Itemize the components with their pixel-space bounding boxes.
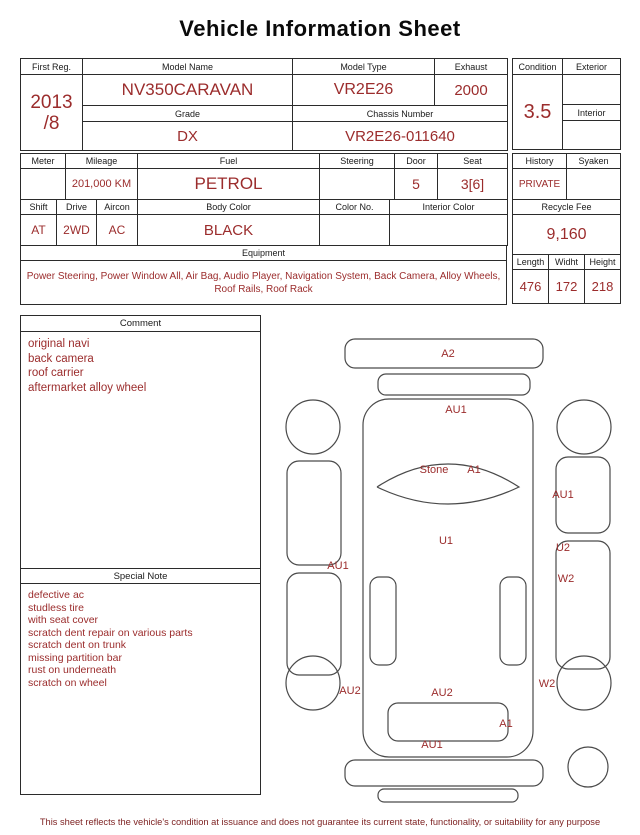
- body-color-value: BLACK: [138, 215, 320, 246]
- exterior-value: [563, 75, 621, 105]
- front-right-wheel: [557, 400, 611, 454]
- specs-tables: [20, 153, 507, 305]
- equipment-label: Equipment: [21, 246, 507, 261]
- rear-right-wheel: [557, 656, 611, 710]
- special-note-content: [21, 584, 260, 794]
- syaken-label: Syaken: [567, 154, 621, 169]
- model-name-label: Model Name: [83, 59, 293, 75]
- height-label: Height: [585, 255, 621, 270]
- history-tables: [512, 153, 620, 304]
- drive-label: Drive: [57, 200, 97, 215]
- left-rear-pillar: [370, 577, 396, 665]
- front-panel: [378, 374, 530, 395]
- damage-code-label: A1: [467, 464, 481, 476]
- first-reg-value: [21, 75, 83, 151]
- steering-value: [320, 169, 395, 200]
- damage-code-label: W2: [557, 573, 575, 585]
- special-note-line: scratch dent on trunk: [28, 639, 127, 651]
- model-type-value: VR2E26: [293, 75, 435, 106]
- damage-code-label: A2: [441, 348, 455, 360]
- grade-value: DX: [83, 122, 293, 151]
- seat-value: 3[6]: [438, 169, 508, 200]
- first-reg-year: 2013: [30, 91, 73, 113]
- specs-row-2: [20, 199, 508, 246]
- disclaimer-text: This sheet reflects the vehicle's condition at issuance and does not guarantee its current state, functionality, or suitability for any purpose: [39, 817, 601, 827]
- model-type-label: Model Type: [293, 59, 435, 75]
- damage-code-label: W2: [538, 678, 556, 690]
- mileage-value: 201,000 KM: [66, 169, 138, 200]
- history-label: History: [513, 154, 567, 169]
- specs-row-1: [20, 153, 508, 200]
- rear-left-wheel: [286, 656, 340, 710]
- exterior-label: Exterior: [563, 59, 621, 75]
- model-name-value: NV350CARAVAN: [83, 75, 293, 106]
- door-value: 5: [395, 169, 438, 200]
- interior-color-value: [390, 215, 508, 246]
- damage-code-label: AU1: [552, 489, 574, 501]
- special-note-line: studless tire: [28, 601, 85, 614]
- length-label: Length: [513, 255, 549, 270]
- interior-label: Interior: [563, 105, 621, 121]
- shift-value: AT: [21, 215, 57, 246]
- body-color-label: Body Color: [138, 200, 320, 215]
- rear-lower-trim: [378, 789, 518, 802]
- fuel-value: PETROL: [138, 169, 320, 200]
- equipment-value: Power Steering, Power Window All, Air Bag, Audio Player, Navigation System, Back Camera, Alloy Wheels, Roof Rails, Roof Rack: [21, 261, 507, 305]
- spare-wheel: [568, 747, 608, 787]
- damage-code-label: AU2: [339, 685, 361, 697]
- damage-code-label: AU1: [445, 404, 467, 416]
- special-note-line: missing partition bar: [28, 651, 122, 664]
- recycle-fee-label: Recycle Fee: [513, 200, 621, 215]
- first-reg-label: First Reg.: [21, 59, 83, 75]
- damage-code-label: U2: [555, 542, 571, 554]
- special-note-line: scratch on wheel: [28, 676, 107, 689]
- height-value: 218: [585, 270, 621, 304]
- history-value: PRIVATE: [513, 169, 567, 200]
- page-title: Vehicle Information Sheet: [179, 16, 461, 41]
- rear-gate: [388, 703, 508, 741]
- first-reg-month: /8: [43, 112, 60, 134]
- interior-value: [563, 121, 621, 150]
- special-note-line: scratch dent repair on various parts: [28, 626, 193, 639]
- door-label: Door: [395, 154, 438, 169]
- grade-label: Grade: [83, 106, 293, 122]
- left-front-door-panel: [287, 461, 341, 565]
- damage-code-label: Stone: [419, 464, 449, 476]
- chassis-number-value: VR2E26-011640: [293, 122, 508, 151]
- damage-code-label: AU2: [431, 687, 453, 699]
- equipment-table: [20, 245, 507, 305]
- comment-line: back camera: [28, 352, 94, 365]
- front-left-wheel: [286, 400, 340, 454]
- length-value: 476: [513, 270, 549, 304]
- meter-label: Meter: [21, 154, 66, 169]
- color-no-label: Color No.: [320, 200, 390, 215]
- interior-color-label: Interior Color: [390, 200, 508, 215]
- dimensions-table: [512, 254, 621, 304]
- exhaust-value: 2000: [435, 75, 508, 106]
- comment-line: original navi: [28, 338, 90, 350]
- syaken-value: [567, 169, 621, 200]
- fuel-label: Fuel: [138, 154, 320, 169]
- special-note-header: Special Note: [21, 568, 260, 584]
- aircon-label: Aircon: [97, 200, 138, 215]
- registration-table: [20, 58, 508, 151]
- condition-label: Condition: [513, 59, 563, 75]
- condition-table: [512, 58, 621, 150]
- comment-header: Comment: [21, 316, 260, 332]
- special-note-line: with seat cover: [28, 614, 99, 626]
- shift-label: Shift: [21, 200, 57, 215]
- right-rear-pillar: [500, 577, 526, 665]
- mileage-label: Mileage: [66, 154, 138, 169]
- aircon-value: AC: [97, 215, 138, 246]
- right-rear-panel: [556, 541, 610, 669]
- comment-content: [21, 332, 260, 568]
- meter-value: [21, 169, 66, 200]
- steering-label: Steering: [320, 154, 395, 169]
- damage-code-label: U1: [438, 535, 454, 547]
- exhaust-label: Exhaust: [435, 59, 508, 75]
- damage-code-label: A1: [499, 718, 513, 730]
- left-rear-panel: [287, 573, 341, 675]
- color-no-value: [320, 215, 390, 246]
- drive-value: 2WD: [57, 215, 97, 246]
- condition-score: 3.5: [513, 75, 563, 150]
- damage-code-label: AU1: [421, 739, 443, 751]
- width-value: 172: [549, 270, 585, 304]
- comment-line: roof carrier: [28, 367, 84, 379]
- notes-panel: [20, 315, 261, 795]
- comment-line: aftermarket alloy wheel: [28, 381, 147, 394]
- seat-label: Seat: [438, 154, 508, 169]
- special-note-line: rust on underneath: [28, 664, 117, 676]
- damage-code-label: AU1: [327, 560, 349, 572]
- damage-diagram: [266, 315, 630, 807]
- special-note-line: defective ac: [28, 589, 85, 601]
- width-label: Widht: [549, 255, 585, 270]
- recycle-fee-value: 9,160: [513, 215, 621, 255]
- rear-bumper: [345, 760, 543, 786]
- history-table: [512, 153, 621, 255]
- chassis-number-label: Chassis Number: [293, 106, 508, 122]
